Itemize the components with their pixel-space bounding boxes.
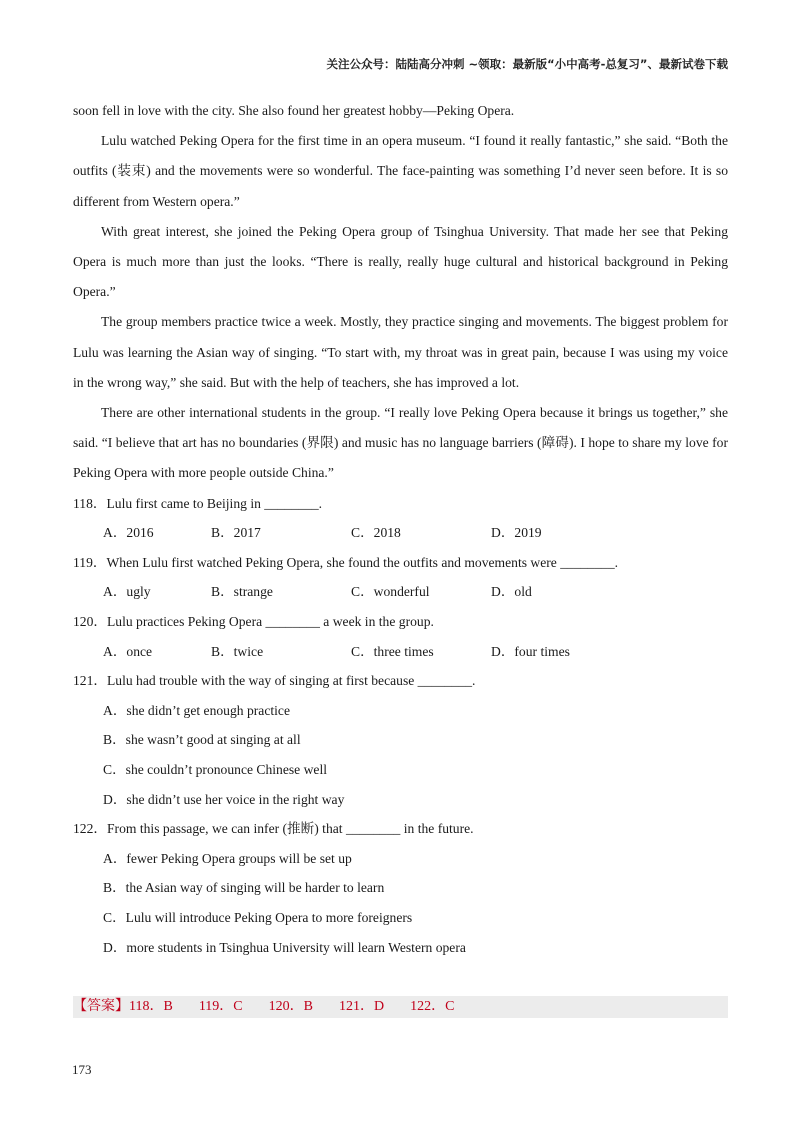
option-d: D．four times [491,643,570,659]
question-options [73,577,728,607]
option-b: B．the Asian way of singing will be harder to learn [103,880,385,896]
option-d: D．2019 [491,525,542,541]
question-120 [73,607,728,666]
option-a: A．she didn’t get enough practice [103,702,290,718]
passage-paragraph: soon fell in love with the city. She also found her greatest hobby—Peking Opera. [73,103,515,118]
answer-item: 122．C [410,999,455,1014]
question-121 [73,666,728,814]
option-b: B．she wasn’t good at singing at all [103,732,301,748]
answer-item: 120．B [268,999,313,1014]
answer-key [73,996,728,1018]
option-c: C．Lulu will introduce Peking Opera to more foreigners [103,909,413,925]
answer-item: 121．D [339,999,385,1014]
option-b: B．2017 [211,525,261,541]
option-d: D．she didn’t use her voice in the right way [103,791,345,807]
option-c: C．three times [351,643,434,659]
question-stem: 118．Lulu first came to Beijing in ________. [73,495,323,511]
passage-paragraph: The group members practice twice a week. Mostly, they practice singing and movements. The biggest problem for Lulu was learning the Asian way of singing. “To start with, my throat was in great pain, because I was using my voice in the wrong way,” she said. But with the help of teachers, she has improved a lot. [73,314,728,390]
question-options [73,518,728,548]
option-c: C．she couldn’t pronounce Chinese well [103,761,328,777]
question-119 [73,548,728,607]
question-options [73,637,728,667]
question-stem: 122．From this passage, we can infer (推断) that ________ in the future. [73,821,474,837]
option-b: B．strange [211,584,273,600]
option-d: D．old [491,584,532,600]
option-a: A．once [103,643,153,659]
question-stem: 119．When Lulu first watched Peking Opera, she found the outfits and movements were ________. [73,554,619,570]
answer-item: 119．C [198,999,243,1014]
answer-item: 118．B [129,999,173,1014]
page-header: 关注公众号：陆陆高分冲刺 ~领取：最新版“小中高考-总复习”、最新试卷下载 [326,57,728,71]
document-body [73,96,728,962]
option-c: C．2018 [351,525,401,541]
passage-paragraph: With great interest, she joined the Peking Opera group of Tsinghua University. That made her see that Peking Opera is much more than just the looks. “There is really, really huge cultural and historical background in Peking Opera.” [73,223,728,300]
page-number: 173 [72,1062,92,1077]
option-c: C．wonderful [351,584,430,600]
passage-paragraph: There are other international students in the group. “I really love Peking Opera because it brings us together,” she said. “I believe that art has no boundaries (界限) and music has no language barriers (障碍). I hope to share my love for Peking Opera with more people outside China.” [73,405,728,481]
option-a: A．ugly [103,584,151,600]
option-d: D．more students in Tsinghua University will learn Western opera [103,939,466,955]
option-a: A．2016 [103,525,154,541]
answer-label: 【答案】 [73,999,129,1014]
question-stem: 121．Lulu had trouble with the way of singing at first because ________. [73,673,476,689]
question-118 [73,489,728,548]
option-a: A．fewer Peking Opera groups will be set up [103,850,352,866]
question-stem: 120．Lulu practices Peking Opera ________ a week in the group. [73,614,434,630]
passage-paragraph: Lulu watched Peking Opera for the first time in an opera museum. “I found it really fantastic,” she said. “Both the outfits (装束) and the movements were so wonderful. The face-painting was something I’d never seen before. It is so different from Western opera.” [73,133,728,209]
option-b: B．twice [211,643,264,659]
question-122 [73,814,728,962]
